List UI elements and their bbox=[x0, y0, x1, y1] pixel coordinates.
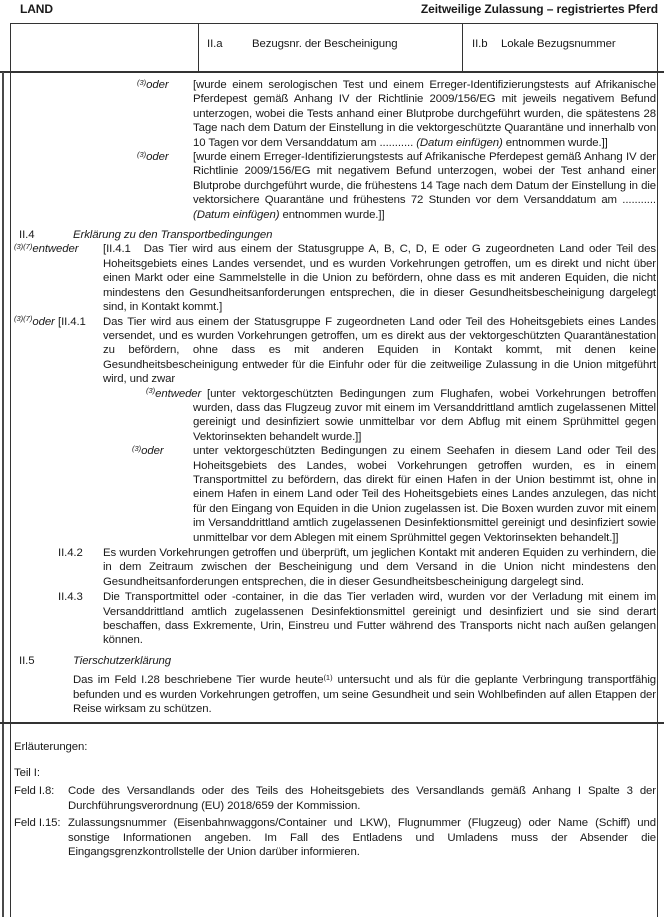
clause-ii42-number: II.4.2 bbox=[58, 547, 83, 559]
clause-ii43-text: Die Transportmittel oder -container, in die das Tier verladen wird, wurden vor der Verladung mit einem im Versanddrittland amtlich zugelassenen Desinfektionsmittel gereinigt und desinfiziert und sie sind derart beschaffen, dass Exkremente, Urin, Einstreu und Futter während des Transports nicht nach außen gelangen können. bbox=[103, 591, 656, 647]
section-ii4-title: Erklärung zu den Transportbedingungen bbox=[73, 229, 273, 242]
test-clause-1-label: $^{(3)}$oder bbox=[137, 77, 169, 91]
ref-cell-iia-label: Bezugsnr. der Bescheinigung bbox=[252, 38, 398, 50]
notes-part1-heading: Teil I: bbox=[14, 766, 40, 779]
clause-ii41-number: [II.4.1 bbox=[103, 243, 131, 256]
footnote-marker: (3) bbox=[137, 149, 147, 159]
clause-ii43-number: II.4.3 bbox=[58, 591, 83, 604]
note-field-i8-label: Feld I.8: bbox=[14, 785, 55, 798]
note-field-i8-text: Code des Versandlands oder des Teils des Hoheitsgebiets des Versandlands gemäß Anhang I Spalte 3 der Durchführungsverordnung (EU) 2018/659 der Kommission. bbox=[68, 785, 656, 812]
clause-ii41-entweder-text: Das Tier wird aus einem der Statusgruppe A, B, C, D, E oder G zugeordneten Land oder Teil des Hoheitsgebiets eines Landes versendet, und es wurden Vorkehrungen getroffen, um es direkt und nicht über einen Markt oder eine Sammelstelle in die Union zu befördern, ohne dass es mit anderen Equiden, die nicht mindestens den Gesundheitsanforderungen entsprechen, die in dieser Gesundheitsbescheinigung dargelegt sind, in Kontakt kommt.] bbox=[103, 243, 656, 314]
certificate-body bbox=[10, 72, 658, 859]
clause-ii41-entweder bbox=[14, 241, 656, 314]
footnote-marker: (3) bbox=[132, 443, 142, 453]
sub-clause-oder-text: unter vektorgeschützten Bedingungen zu einem Seehafen in diesem Land oder Teil des Hoheitsgebiets des Landes, wobei Vorkehrungen getroffen wurden, es in einem Transportmittel zu befördern, das direkt für einen Hafen in der Union bestimmt ist, ohne in einem Hafen in einem Land oder Teil des Hoheitsgebiets eines Landes anzulegen, das nicht für den Eingang von Equiden in die Union zugelassen ist. Die Boxen wurden zuvor mit einem im Versanddrittland amtlich zugelassenen Desinfektionsmittel gereinigt und desinfiziert sowie unmittelbar vor dem Ablegen mit einem Sprühmittel gegen Vektorinsekten behandelt.]] bbox=[193, 445, 656, 544]
sub-clause-oder-label: $^{(3)}$oder bbox=[132, 443, 164, 458]
test-clause-oder-2 bbox=[137, 149, 656, 222]
note-field-i15-text: Zulassungsnummer (Eisenbahnwaggons/Container und LKW), Flugnummer (Flugzeug) oder Name (Schiff) und sonstige Informationen angeben. Im Fall des Entladens und Umladens muss der Absender die Eingangsgrenzkontrollstelle der Union darüber informieren. bbox=[68, 817, 656, 858]
country-label: LAND bbox=[20, 2, 53, 16]
note-field-i8 bbox=[14, 784, 656, 813]
clause-ii42-text: Es wurden Vorkehrungen getroffen und überprüft, um jeglichen Kontakt mit anderen Equiden zu verhindern, die in dem Zeitraum zwischen der Bescheinigung und dem Versand in die Union nicht mindestens den Gesundheitsanforderungen entsprechen, die in dieser Gesundheitsbescheinigung dargelegt sind. bbox=[103, 547, 656, 588]
clause-ii43 bbox=[58, 590, 656, 648]
test-clause-2-tail: entnommen wurde.]] bbox=[279, 208, 385, 221]
test-clause-oder-1 bbox=[137, 77, 656, 150]
clause-ii42 bbox=[58, 546, 656, 589]
notes-heading: Erläuterungen: bbox=[14, 741, 88, 754]
test-clause-1-text: [wurde einem serologischen Test und einem Erreger-Identifizierungstests auf Afrikanische Pferdepest gemäß Anhang IV der Richtlinie 2009/156/EG mit jeweils negativem Befund unterzogen, wobei die Tests anhand einer Blutprobe durchgeführt wurden, die spätestens 28 Tage nach dem Datum der Einstellung in die vektorgeschützte Quarantäne und innerhalb von 10 Tagen vor dem Versanddatum am ........... bbox=[193, 79, 656, 149]
test-clause-2-label: $^{(3)}$oder bbox=[137, 149, 169, 164]
section-ii4-heading bbox=[19, 228, 656, 242]
footnote-marker: (3) bbox=[146, 386, 156, 396]
table-divider-1 bbox=[198, 23, 199, 72]
sub-clause-oder bbox=[132, 443, 656, 545]
note-field-i15-label: Feld I.15: bbox=[14, 817, 61, 830]
clause-ii41-oder bbox=[14, 314, 656, 387]
clause-ii41-number: [II.4.1 bbox=[58, 315, 86, 328]
clause-ii41-oder-label: $^{(3)(7)}$oder bbox=[14, 314, 55, 328]
test-clause-2-text: [wurde einem Erreger-Identifizierungstests auf Afrikanische Pferdepest gemäß Anhang IV der Richtlinie 2009/156/EG mit negativem Befund unterzogen, wobei der Test anhand einer Blutprobe durchgeführt wurde, die frühestens 14 Tage nach dem Datum der Einstellung in die vektorsichere Quarantäne und frühestens 72 Stunden vor dem Versanddatum am ........... bbox=[193, 151, 656, 207]
page-title: Zeitweilige Zulassung – registriertes Pferd bbox=[420, 2, 658, 16]
footnote-marker: (3)(7) bbox=[14, 241, 33, 251]
ii5-text-before: Das im Feld I.28 beschriebene Tier wurde heute bbox=[73, 674, 324, 687]
table-divider-2 bbox=[462, 23, 463, 72]
footnote-marker-1: (1) bbox=[323, 672, 333, 682]
ii5-text-after: untersucht und als für die geplante Verbringung transportfähig befunden und es wurden Vorkehrungen getroffen, um seine Gesundheit und sein Wohlbefinden auf allen Etappen der Reise wirksam zu schützen. bbox=[73, 674, 656, 716]
footnote-marker: (3)(7) bbox=[14, 314, 33, 323]
sub-clause-entweder-text: [unter vektorgeschützten Bedingungen zum Flughafen, wobei Vorkehrungen betroffen wurden, dass das Flugzeug zuvor mit einem im Versanddrittland amtlich zugelassenen Mittel gereinigt und desinfiziert sowie unmittelbar vor dem Abflug mit einem Sprühmittel gegen Vektorinsekten behandelt wurde.]] bbox=[193, 387, 656, 443]
note-field-i15 bbox=[14, 816, 656, 859]
clause-ii41-oder-text: Das Tier wird aus einem der Statusgruppe F zugeordneten Land oder Teil des Hoheitsgebiets eines Landes versendet, und es wurden Vorkehrungen getroffen, um es direkt aus der vektorgeschützten Quarantänestation zu befördern, ohne dass es mit anderen Equiden in Kontakt kommt, mit denen keine Gesundheitsbescheinigung entweder für die Einfuhr oder für die zeitweilige Zulassung in die Union mitgeführt wird, und zwar bbox=[103, 315, 656, 386]
ref-cell-iia-code: II.a bbox=[207, 38, 223, 50]
footnote-marker: (3) bbox=[137, 77, 147, 87]
ref-cell-iib-code: II.b bbox=[472, 38, 488, 50]
section-ii5-number: II.5 bbox=[19, 654, 35, 667]
sub-clause-entweder-label: $^{(3)}$entweder bbox=[146, 386, 202, 400]
section-ii4-number: II.4 bbox=[19, 229, 35, 242]
sub-clause-entweder bbox=[146, 386, 656, 445]
test-clause-1-tail: entnommen wurde.]] bbox=[502, 136, 608, 149]
ref-cell-iib-label: Lokale Bezugsnummer bbox=[501, 38, 616, 50]
section-ii5-paragraph bbox=[73, 673, 656, 716]
section-ii5-title: Tierschutzerklärung bbox=[73, 654, 172, 667]
date-placeholder-hint: (Datum einfügen) bbox=[416, 136, 503, 149]
date-placeholder-hint: (Datum einfügen) bbox=[193, 208, 280, 221]
notes-divider-rule bbox=[0, 722, 664, 724]
clause-ii41-entweder-label: $^{(3)(7)}$entweder bbox=[14, 241, 79, 256]
section-ii5-heading bbox=[19, 654, 656, 668]
scan-edge-line bbox=[2, 72, 4, 917]
